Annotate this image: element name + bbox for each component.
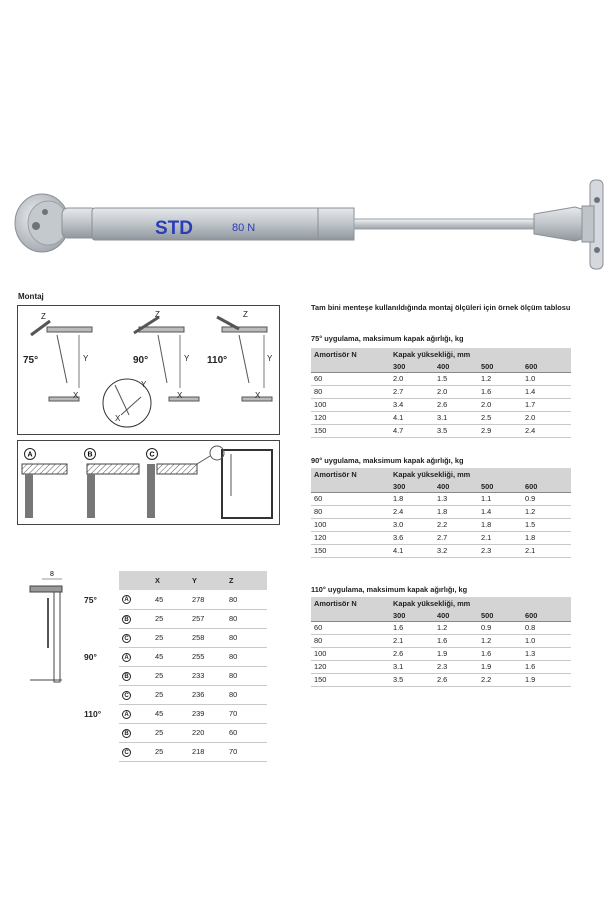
table-cell: 3.0 [390, 518, 434, 531]
table-cell: 2.7 [434, 531, 478, 544]
load-table-90 [311, 468, 571, 558]
table-cell: 2.1 [522, 544, 571, 557]
z-label-1: Z [41, 312, 46, 321]
table-cell: 2.4 [390, 505, 434, 518]
col-amortisor: Amortisör N [311, 597, 390, 610]
table-cell: 80 [226, 590, 267, 609]
table-cell: 80 [311, 634, 390, 647]
table-cell: 3.6 [390, 531, 434, 544]
table-cell: 218 [189, 742, 226, 761]
table-cell: 236 [189, 685, 226, 704]
table-cell: 80 [226, 628, 267, 647]
piston-rod [354, 219, 536, 229]
table-cell: 1.9 [522, 673, 571, 686]
table-cell: 0.9 [478, 621, 522, 634]
col-kapak: Kapak yüksekliği, mm [390, 348, 571, 361]
table-row [311, 398, 571, 411]
angle-90-label: 90° [133, 355, 149, 366]
height-header: 300 [390, 481, 434, 492]
table-cell: 25 [152, 742, 189, 761]
table-row [81, 742, 267, 761]
table-row [311, 492, 571, 505]
table-cell: 1.9 [478, 660, 522, 673]
table-cell: 45 [152, 590, 189, 609]
table-cell: 60 [311, 372, 390, 385]
table-cell: 60 [311, 492, 390, 505]
table-cell: 2.2 [478, 673, 522, 686]
panel-types-diagram [17, 440, 280, 525]
table-row [81, 666, 267, 685]
angle-label: 90° [84, 651, 97, 662]
y-label-1: Y [83, 354, 89, 363]
table-row [311, 544, 571, 557]
table-cell: 1.6 [434, 634, 478, 647]
table-cell: 233 [189, 666, 226, 685]
table-cell: 2.6 [434, 673, 478, 686]
table-cell: 2.0 [434, 385, 478, 398]
y-label-3: Y [267, 354, 273, 363]
table-cell: 25 [152, 723, 189, 742]
table-cell: 3.5 [390, 673, 434, 686]
table-cell: 1.8 [478, 518, 522, 531]
table-cell: 2.6 [390, 647, 434, 660]
table-cell: 120 [311, 531, 390, 544]
height-header: 600 [522, 481, 571, 492]
table-cell: 0.8 [522, 621, 571, 634]
z-label-2: Z [155, 310, 160, 319]
table-cell: 100 [311, 647, 390, 660]
table-cell: 150 [311, 544, 390, 557]
table-row [311, 531, 571, 544]
height-header: 400 [434, 361, 478, 372]
table-cell: 2.6 [434, 398, 478, 411]
table-110-title: 110° uygulama, maksimum kapak ağırlığı, kg [311, 585, 468, 594]
table-90-title: 90° uygulama, maksimum kapak ağırlığı, kg [311, 456, 464, 465]
table-75-title: 75° uygulama, maksimum kapak ağırlığı, kg [311, 334, 464, 343]
table-cell: 60 [311, 621, 390, 634]
table-cell: 2.7 [390, 385, 434, 398]
table-cell: 2.3 [434, 660, 478, 673]
table-row [311, 518, 571, 531]
table-cell: 1.1 [478, 492, 522, 505]
panel-type-badge: A [122, 595, 131, 604]
angle-label: 110° [84, 708, 102, 719]
table-cell: 1.5 [522, 518, 571, 531]
force-label: 80 N [232, 222, 256, 234]
table-cell: 70 [226, 742, 267, 761]
x-label-1: X [73, 391, 79, 400]
table-cell: 80 [311, 505, 390, 518]
table-cell: 80 [226, 647, 267, 666]
table-cell: 257 [189, 609, 226, 628]
height-header: 500 [478, 610, 522, 621]
table-row [311, 385, 571, 398]
panel-type-badge: B [122, 672, 131, 681]
table-cell: 1.0 [522, 634, 571, 647]
height-header: 300 [390, 610, 434, 621]
table-cell: 1.8 [522, 531, 571, 544]
table-cell: 25 [152, 666, 189, 685]
table-cell: 60 [226, 723, 267, 742]
montaj-label: Montaj [18, 292, 44, 301]
x-label-3: X [255, 391, 261, 400]
panel-type-badge: B [122, 729, 131, 738]
table-cell: 2.0 [478, 398, 522, 411]
y-label-2: Y [184, 354, 190, 363]
table-cell: 1.6 [478, 385, 522, 398]
height-header: 500 [478, 361, 522, 372]
mounting-dimensions-table [81, 571, 267, 762]
table-cell: 1.5 [434, 372, 478, 385]
col-kapak: Kapak yüksekliği, mm [390, 468, 571, 481]
panel-type-badge: A [122, 653, 131, 662]
col-x: X [152, 571, 189, 590]
table-cell: 120 [311, 411, 390, 424]
table-cell: 3.5 [434, 424, 478, 437]
table-row [81, 609, 267, 628]
panel-a-label: A [27, 451, 33, 459]
side-clearance-diagram [28, 568, 76, 683]
table-cell: 45 [152, 647, 189, 666]
load-table-75 [311, 348, 571, 438]
table-cell: 1.4 [522, 385, 571, 398]
angle-75-label: 75° [23, 355, 39, 366]
table-cell: 70 [226, 704, 267, 723]
height-header: 500 [478, 481, 522, 492]
x-label-2: X [177, 391, 183, 400]
table-row [81, 628, 267, 647]
mounting-angle-diagram [17, 305, 280, 435]
x-label-d: X [115, 414, 121, 423]
table-cell: 278 [189, 590, 226, 609]
table-cell: 258 [189, 628, 226, 647]
cylinder-body [92, 208, 354, 240]
table-cell: 80 [226, 609, 267, 628]
table-cell: 0.9 [522, 492, 571, 505]
gas-spring-image [0, 170, 613, 280]
panel-type-badge: C [122, 634, 131, 643]
table-row [81, 647, 267, 666]
table-cell: 25 [152, 685, 189, 704]
intro-text: Tam bini menteşe kullanıldığında montaj ölçüleri için örnek ölçüm tablosu [311, 303, 571, 312]
side-dim-label: 8 [50, 571, 54, 578]
panel-type-badge: C [122, 748, 131, 757]
height-header: 400 [434, 610, 478, 621]
table-cell: 1.2 [478, 372, 522, 385]
table-cell: 4.7 [390, 424, 434, 437]
load-table-110 [311, 597, 571, 687]
table-cell: 3.1 [434, 411, 478, 424]
table-cell: 1.0 [522, 372, 571, 385]
table-cell: 2.1 [478, 531, 522, 544]
panel-b-label: B [87, 451, 93, 459]
table-cell: 2.1 [390, 634, 434, 647]
table-cell: 1.3 [434, 492, 478, 505]
panel-type-badge: B [122, 615, 131, 624]
table-row [311, 505, 571, 518]
brand-label: STD [155, 218, 193, 239]
panel-type-badge: C [122, 691, 131, 700]
height-header: 600 [522, 610, 571, 621]
angle-110-label: 110° [207, 355, 228, 366]
angle-label: 75° [84, 594, 97, 605]
table-cell: 150 [311, 673, 390, 686]
table-row [311, 411, 571, 424]
table-cell: 4.1 [390, 544, 434, 557]
table-cell: 239 [189, 704, 226, 723]
height-header: 300 [390, 361, 434, 372]
table-cell: 2.0 [390, 372, 434, 385]
table-cell: 2.5 [478, 411, 522, 424]
table-cell: 1.6 [390, 621, 434, 634]
table-cell: 80 [226, 666, 267, 685]
col-y: Y [189, 571, 226, 590]
table-cell: 1.9 [434, 647, 478, 660]
table-cell: 25 [152, 609, 189, 628]
table-cell: 2.4 [522, 424, 571, 437]
table-cell: 2.2 [434, 518, 478, 531]
table-row [311, 673, 571, 686]
height-header: 400 [434, 481, 478, 492]
table-cell: 1.2 [434, 621, 478, 634]
table-cell: 1.6 [522, 660, 571, 673]
table-row [311, 660, 571, 673]
table-row [81, 685, 267, 704]
table-cell: 45 [152, 704, 189, 723]
table-cell: 1.4 [478, 505, 522, 518]
panel-c-label: C [149, 451, 155, 459]
table-cell: 2.3 [478, 544, 522, 557]
table-cell: 1.8 [434, 505, 478, 518]
table-cell: 1.8 [390, 492, 434, 505]
table-cell: 2.0 [522, 411, 571, 424]
table-cell: 2.9 [478, 424, 522, 437]
table-row [311, 621, 571, 634]
z-label-3: Z [243, 310, 248, 319]
col-kapak: Kapak yüksekliği, mm [390, 597, 571, 610]
col-z: Z [226, 571, 267, 590]
col-amortisor: Amortisör N [311, 468, 390, 481]
table-cell: 1.7 [522, 398, 571, 411]
table-cell: 220 [189, 723, 226, 742]
table-cell: 255 [189, 647, 226, 666]
table-cell: 3.2 [434, 544, 478, 557]
table-cell: 1.2 [478, 634, 522, 647]
table-cell: 120 [311, 660, 390, 673]
table-cell: 80 [226, 685, 267, 704]
height-header: 600 [522, 361, 571, 372]
table-cell: 100 [311, 518, 390, 531]
table-cell: 1.2 [522, 505, 571, 518]
table-cell: 1.6 [478, 647, 522, 660]
panel-type-badge: A [122, 710, 131, 719]
col-amortisor: Amortisör N [311, 348, 390, 361]
table-row [311, 647, 571, 660]
table-cell: 4.1 [390, 411, 434, 424]
table-row [311, 372, 571, 385]
table-cell: 3.4 [390, 398, 434, 411]
table-cell: 1.3 [522, 647, 571, 660]
table-row [81, 590, 267, 609]
table-row [81, 723, 267, 742]
table-row [311, 634, 571, 647]
table-cell: 80 [311, 385, 390, 398]
table-cell: 100 [311, 398, 390, 411]
table-row [311, 424, 571, 437]
table-cell: 3.1 [390, 660, 434, 673]
y-label-d: Y [141, 380, 147, 389]
table-cell: 25 [152, 628, 189, 647]
table-cell: 150 [311, 424, 390, 437]
table-row [81, 704, 267, 723]
